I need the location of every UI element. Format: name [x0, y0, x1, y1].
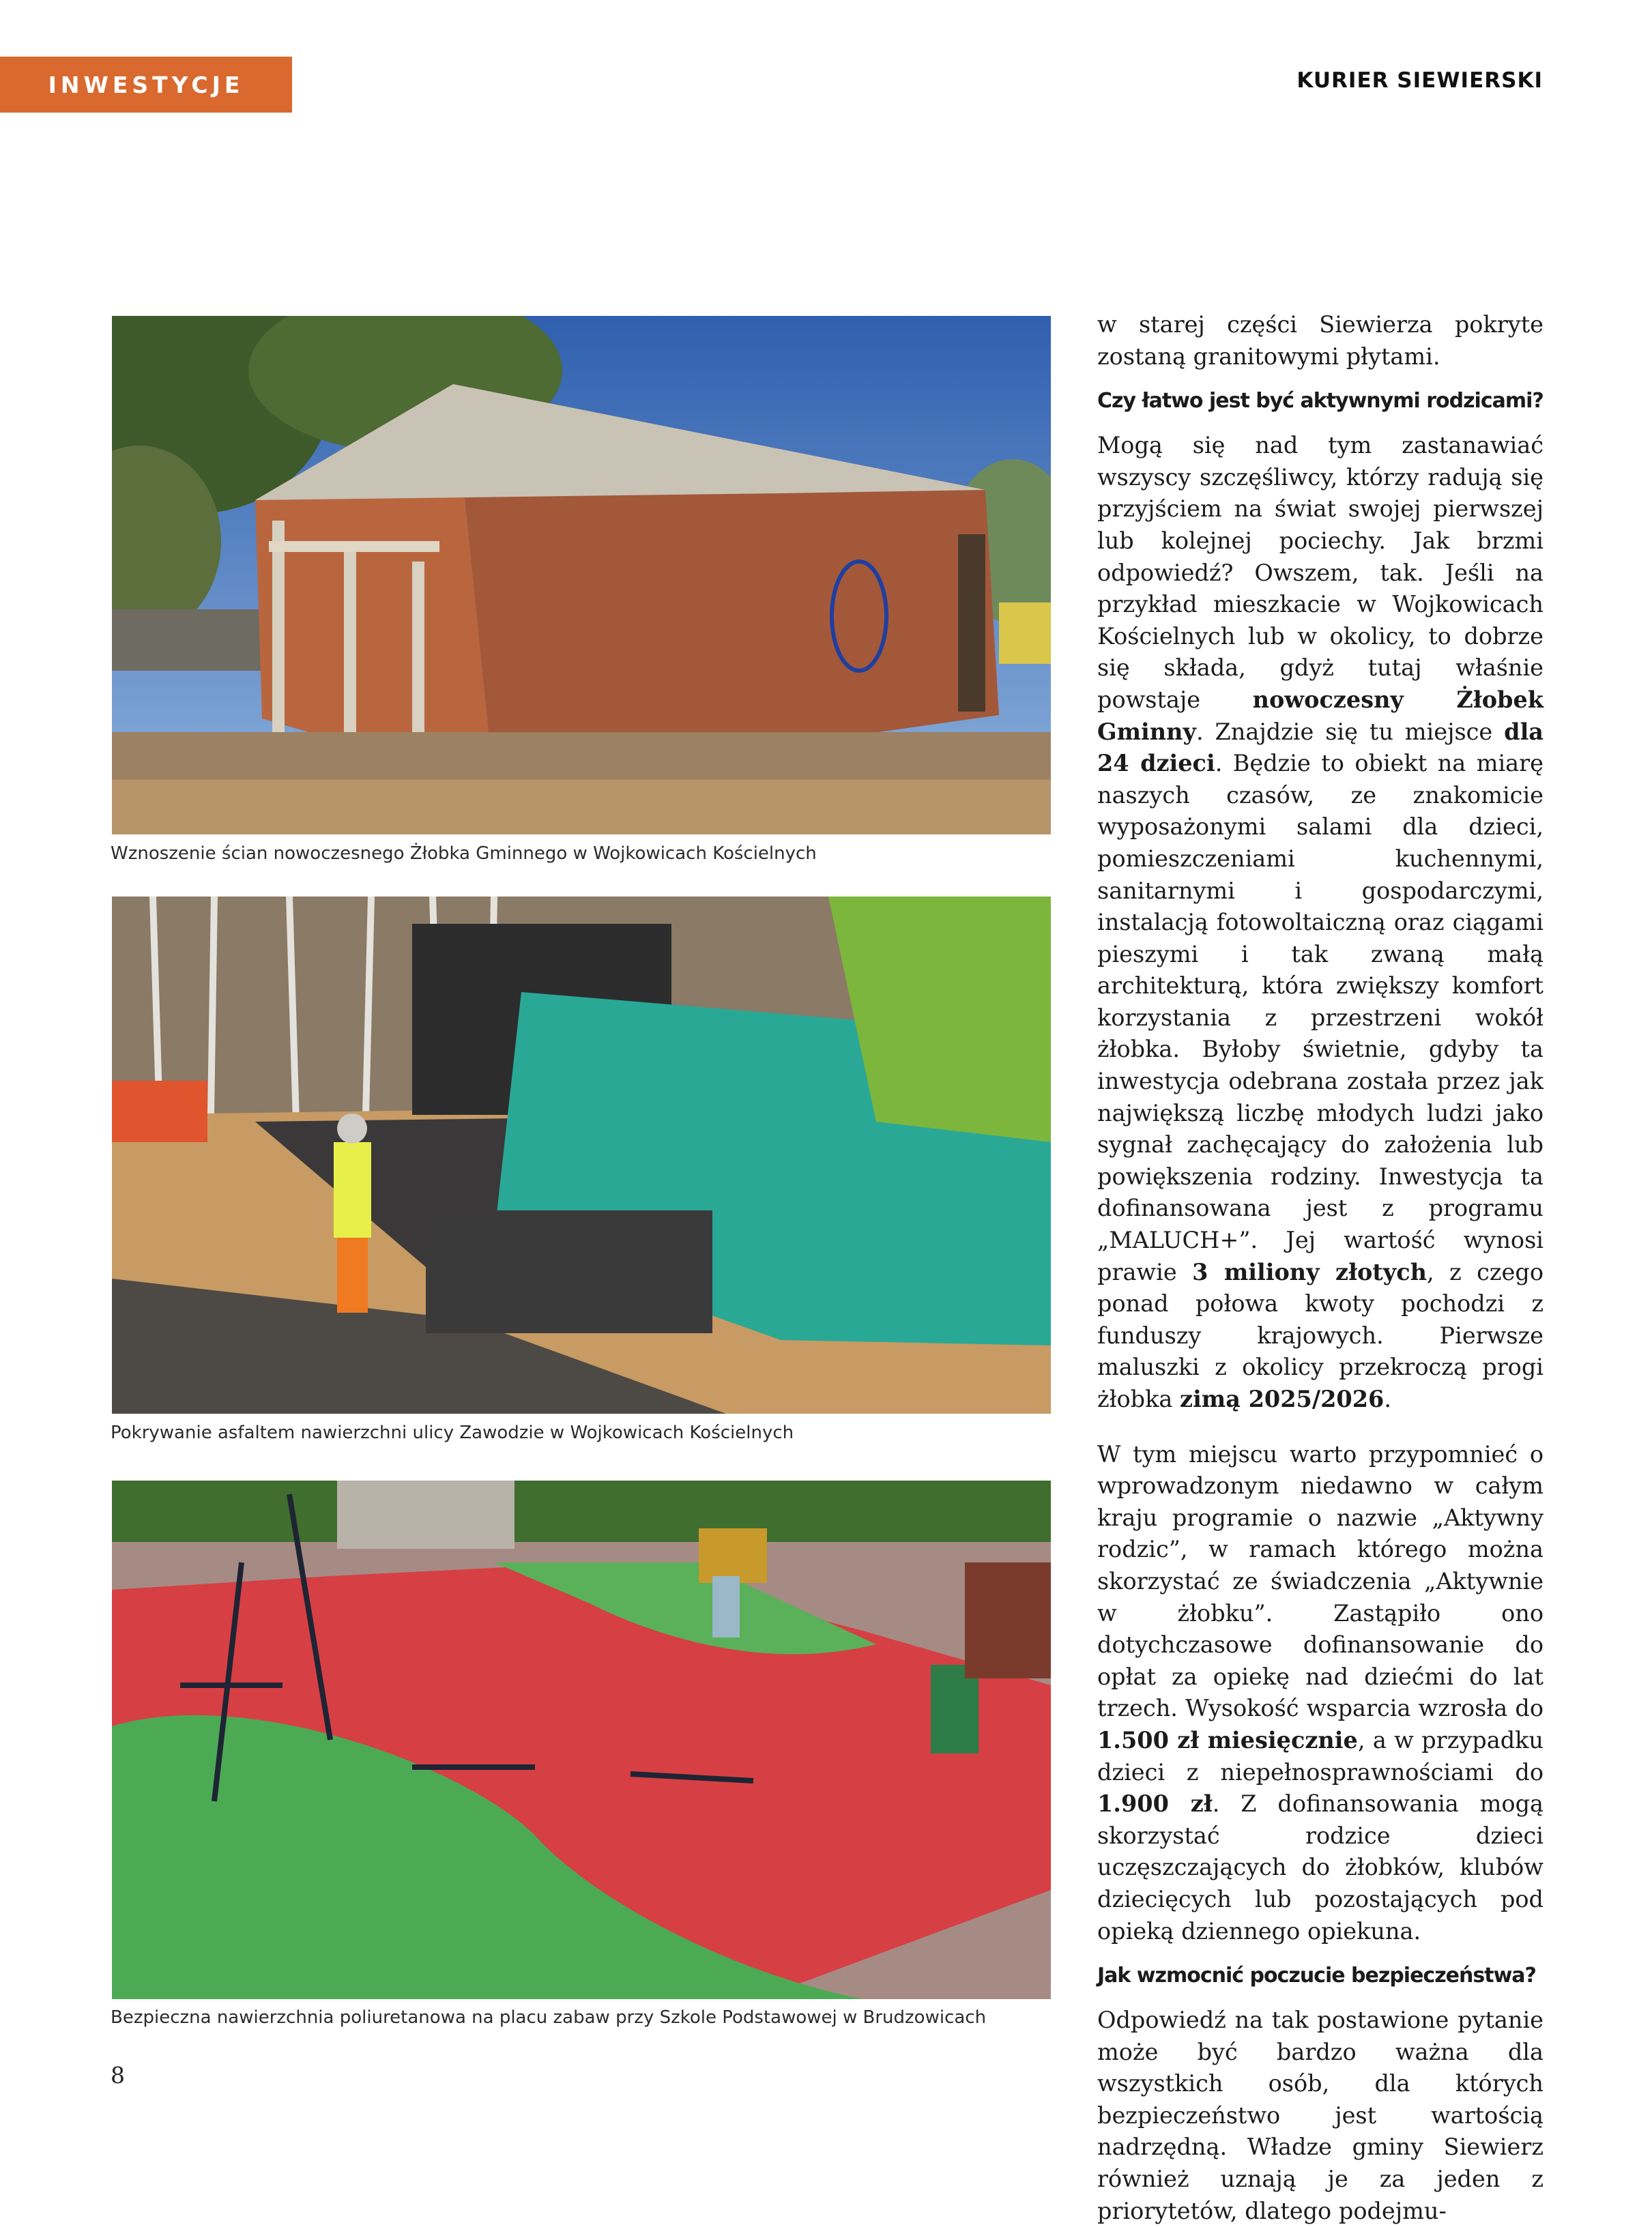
photo-caption: Bezpieczna nawierzchnia poliuretanowa na placu zabaw przy Szkole Podstawowej w Brudzowicach — [111, 2007, 987, 2028]
emphasis-text: zimą 2025/2026 — [1180, 1386, 1385, 1412]
photo-playground — [112, 1481, 1051, 1999]
photo-building-construction — [112, 316, 1051, 834]
photo-caption: Wznoszenie ścian nowoczesnego Żłobka Gminnego w Wojkowicach Kościelnych — [111, 843, 817, 864]
paragraph-text: Mogą się nad tym zastanawiać wszyscy szczęśliwcy, którzy radują się przyjściem na świat swojej pierwszej lub kolejnej pociechy. Jak brzmi odpowiedź? Owszem, tak. Jeśli na przykład mieszkacie w Wojkowicach Kościelnych lub w okolicy, to dobrze się składa, gdyż tutaj właśnie powstaje — [1097, 432, 1544, 713]
article-subheading: Jak wzmocnić poczucie bezpieczeństwa? — [1097, 1964, 1536, 1988]
emphasis-text: 1.500 zł miesięcznie — [1097, 1726, 1358, 1753]
photo-caption: Pokrywanie asfaltem nawierzchni ulicy Zawodzie w Wojkowicach Kościelnych — [111, 1423, 794, 1443]
article-column — [1097, 309, 1544, 2227]
emphasis-text: 1.900 zł — [1097, 1790, 1213, 1818]
section-label: INWESTYCJE — [0, 57, 292, 113]
paragraph-text: W tym miejscu warto przypomnieć o wprowadzonym niedawno w całym kraju programie o nazwie „Aktywny rodzic”, w ramach którego można skorzystać ze świadczenia „Aktywnie w żłobku”. Zastąpiło ono dotychczasowe dofinansowanie do opłat za opiekę nad dziećmi do lat trzech. Wysokość wsparcia wzrosła do — [1097, 1440, 1544, 1722]
paragraph-text: . — [1384, 1386, 1391, 1412]
magazine-title: KURIER SIEWIERSKI — [1296, 68, 1543, 93]
paragraph-text: . Z dofinansowania mogą skorzystać rodzice dzieci uczęszczających do żłobków, klubów dziecięcych lub pozostających pod opieką dziennego opiekuna. — [1097, 1790, 1544, 1945]
article-paragraph — [1097, 1439, 1544, 1948]
article-paragraph — [1097, 430, 1544, 1415]
emphasis-text: dla 24 dzieci — [1097, 718, 1544, 777]
article-paragraph: w starej części Siewierza pokryte zostaną granitowymi płytami. — [1097, 311, 1544, 370]
paragraph-text: , z czego ponad połowa kwoty pochodzi z funduszy krajowych. Pierwsze maluszki z okolicy przekroczą progi żłobka — [1097, 1258, 1544, 1412]
article-paragraph: Odpowiedź na tak postawione pytanie może być bardzo ważna dla wszystkich osób, dla których bezpieczeństwo jest wartością nadrzędną. Władze gminy Siewierz również uznają je za jeden z priorytetów, dlatego podejmu- — [1097, 2007, 1544, 2224]
paragraph-text: . Znajdzie się tu miejsce — [1195, 718, 1505, 745]
paragraph-text: . Będzie to obiekt na miarę naszych czasów, ze znakomicie wyposażonymi salami dla dzieci, pomieszczeniami kuchennymi, sanitarnymi i gospodarczymi, instalacją fotowoltaiczną oraz ciągami pieszymi i tak zwaną małą architekturą, która zwiększy komfort korzystania z przestrzeni wokół żłobka. Byłoby świetnie, gdyby ta inwestycja odebrana została przez jak największą liczbę młodych ludzi jako sygnał zachęcający do założenia lub powiększenia rodziny. Inwestycja ta dofinansowana jest z programu „MALUCH+”. Jej wartość wynosi prawie — [1097, 750, 1544, 1285]
emphasis-text: nowoczesny Żłobek Gminny — [1097, 686, 1544, 745]
article-subheading: Czy łatwo jest być aktywnymi rodzicami? — [1097, 389, 1544, 413]
page-number: 8 — [111, 2062, 125, 2088]
paragraph-text: , a w przypadku dzieci z niepełnosprawnościami do — [1097, 1726, 1544, 1786]
emphasis-text: 3 miliony złotych — [1192, 1258, 1427, 1285]
photo-asphalt-paving — [112, 897, 1051, 1414]
